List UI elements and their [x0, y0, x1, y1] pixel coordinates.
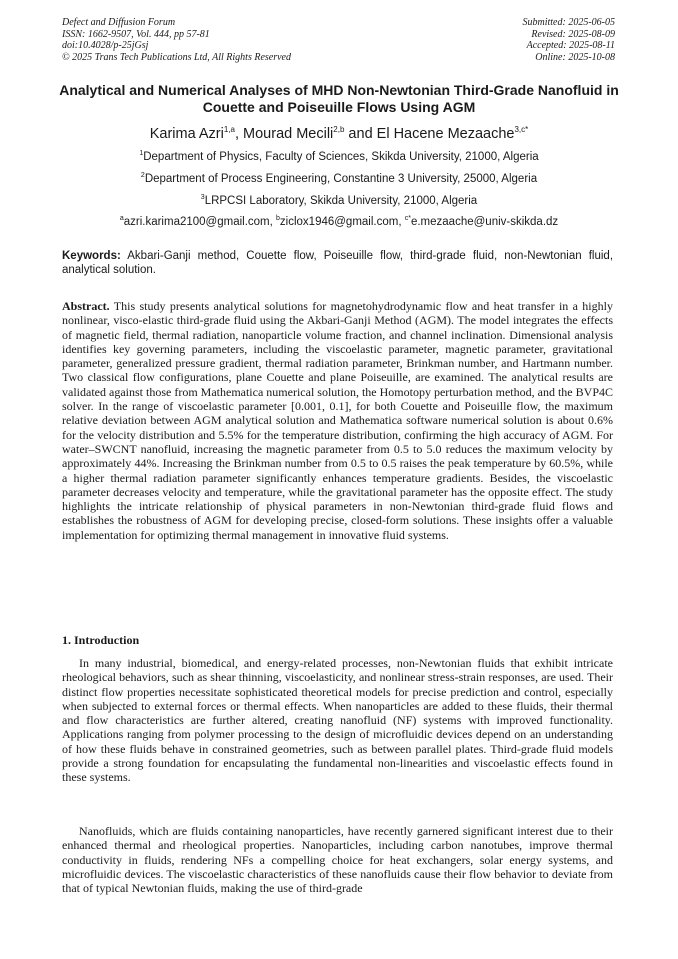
- journal-header-left: [62, 17, 291, 63]
- abstract: [62, 299, 613, 542]
- keywords-label: Keywords:: [62, 250, 121, 262]
- affiliation-text: Department of Physics, Faculty of Sciences, Skikda University, 21000, Algeria: [143, 151, 539, 163]
- email-superscript: b: [276, 215, 280, 222]
- author-superscript: 2,b: [333, 125, 345, 134]
- keywords-text: Akbari-Ganji method, Couette flow, Poiseuille flow, third-grade fluid, non-Newtonian fluid, analytical solution.: [62, 250, 614, 276]
- journal-copyright: © 2025 Trans Tech Publications Ltd, All Rights Reserved: [62, 51, 291, 63]
- affiliation: [40, 172, 638, 186]
- author-superscript: 3,c*: [514, 125, 529, 134]
- email-superscript: a: [119, 215, 124, 222]
- affiliation-superscript: 3: [200, 194, 205, 201]
- keywords: [62, 249, 613, 277]
- author-list: [40, 125, 638, 143]
- abstract-label: Abstract.: [62, 299, 110, 313]
- abstract-text: This study presents analytical solutions for magnetohydrodynamic flow and heat transfer in a highly nonlinear, visco-elastic third-grade fluid using the Akbari-Ganji Method (AGM). The model integrates the effects of magnetic field, thermal radiation, nanoparticle volume fraction, and channel inclination. Dimensional analysis identifies key governing parameters, including the viscoelastic parameter, magnetic parameter, gravitational parameter, generalized pressure gradient, thermal radiation parameter, Brinkman number, and Hartmann number. Two classical flow configurations, plane Couette and plane Poiseuille, are examined. The analytical results are validated against those from Mathematica numerical solution, the Homotopy perturbation method, and the BVP4C solver. In the range of viscoelastic parameter [0.001, 0.1], for both Couette and Poiseuille flow, the maximum relative deviation between AGM analytical solution and Mathematica software numerical solution is about 0.6% for the velocity distribution and 5.5% for the temperature distribution, confirming the high accuracy of AGM. For water–SWCNT nanofluid, increasing the magnetic parameter from 0.5 to 5.0 reduces the maximum velocity by approximately 44%. Increasing the Brinkman number from 0.5 to 0.5 raises the peak temperature by 60.5%, while a higher thermal radiation parameter significantly enhances temperature gradients. Besides, the viscoelastic parameter decreases velocity and temperature, while the gravitational parameter has the opposite effect. The study highlights the intricate relationship of physical parameters in non-Newtonian third-grade fluid flows and establishes the robustness of AGM for developing precise, closed-form solutions. These insights offer a valuable implementation for optimizing thermal management in innovative fluid systems.: [62, 299, 613, 542]
- email-link[interactable]: ziclox1946@gmail.com: [279, 216, 399, 228]
- affiliation-superscript: 1: [139, 150, 144, 157]
- date-accepted: Accepted: 2025-08-11: [526, 40, 615, 51]
- journal-name: Defect and Diffusion Forum: [62, 17, 176, 28]
- body-paragraph: Nanofluids, which are fluids containing nanoparticles, have recently garnered significant interest due to their enhanced thermal and rheological properties. Nanoparticles, including carbon nanotubes, improve thermal conductivity in fluids, rendering NFs a compelling choice for heat exchangers, solar energy systems, and microfluidic devices. The viscoelastic characteristics of these nanofluids cause their flow behavior to deviate from that of typical Newtonian fluids, making the use of third-grade: [62, 824, 613, 896]
- journal-doi: doi:10.4028/p-25jGsj: [62, 40, 149, 51]
- date-online: Online: 2025-10-08: [535, 51, 615, 63]
- journal-header-right: [523, 17, 616, 63]
- section-heading: 1. Introduction: [62, 633, 140, 647]
- affiliation-text: LRPCSI Laboratory, Skikda University, 21000, Algeria: [204, 195, 478, 207]
- email-link[interactable]: e.mezaache@univ-skikda.dz: [410, 216, 559, 228]
- affiliation: [40, 194, 638, 208]
- author-name: Mourad Mecili: [243, 126, 334, 142]
- email-superscript: c*: [404, 215, 411, 222]
- affiliation-text: Department of Process Engineering, Constantine 3 University, 25000, Algeria: [144, 173, 538, 185]
- paper-title: Analytical and Numerical Analyses of MHD Non-Newtonian Third-Grade Nanofluid in Couette and Poiseuille Flows Using AGM: [59, 82, 619, 115]
- date-submitted: Submitted: 2025-06-05: [522, 17, 615, 28]
- date-revised: Revised: 2025-08-09: [531, 28, 615, 40]
- email-separator: ,: [269, 216, 277, 228]
- affiliation: [40, 150, 638, 164]
- author-name: Karima Azri: [149, 126, 224, 142]
- email-separator: ,: [398, 216, 405, 228]
- author-emails: [40, 215, 638, 229]
- author-superscript: 1,a: [223, 125, 235, 134]
- author-separator: ,: [234, 126, 244, 142]
- author-separator: and: [344, 126, 377, 142]
- email-link[interactable]: azri.karima2100@gmail.com: [123, 216, 270, 228]
- journal-issn: ISSN: 1662-9507, Vol. 444, pp 57-81: [62, 28, 210, 40]
- author-name: El Hacene Mezaache: [376, 126, 515, 142]
- body-paragraph: In many industrial, biomedical, and energy-related processes, non-Newtonian fluids that exhibit intricate rheological behaviors, such as shear thinning, viscoelasticity, and nonlinear stress-strain responses, are used. Their distinct flow properties necessitate sophisticated theoretical models for precise prediction and control, especially when subjected to external forces or thermal effects. When nanoparticles are added to these fluids, their thermal and flow characteristics are further altered, creating nanofluid (NF) systems with improved functionality. Applications ranging from polymer processing to the design of microfluidic devices depend on an understanding of how these fluids behave in constrained geometries, such as between parallel plates. Third-grade fluid models provide a strong foundation for encapsulating the fundamental non-linearities and viscoelastic effects found in these systems.: [62, 656, 613, 785]
- affiliation-superscript: 2: [140, 172, 145, 179]
